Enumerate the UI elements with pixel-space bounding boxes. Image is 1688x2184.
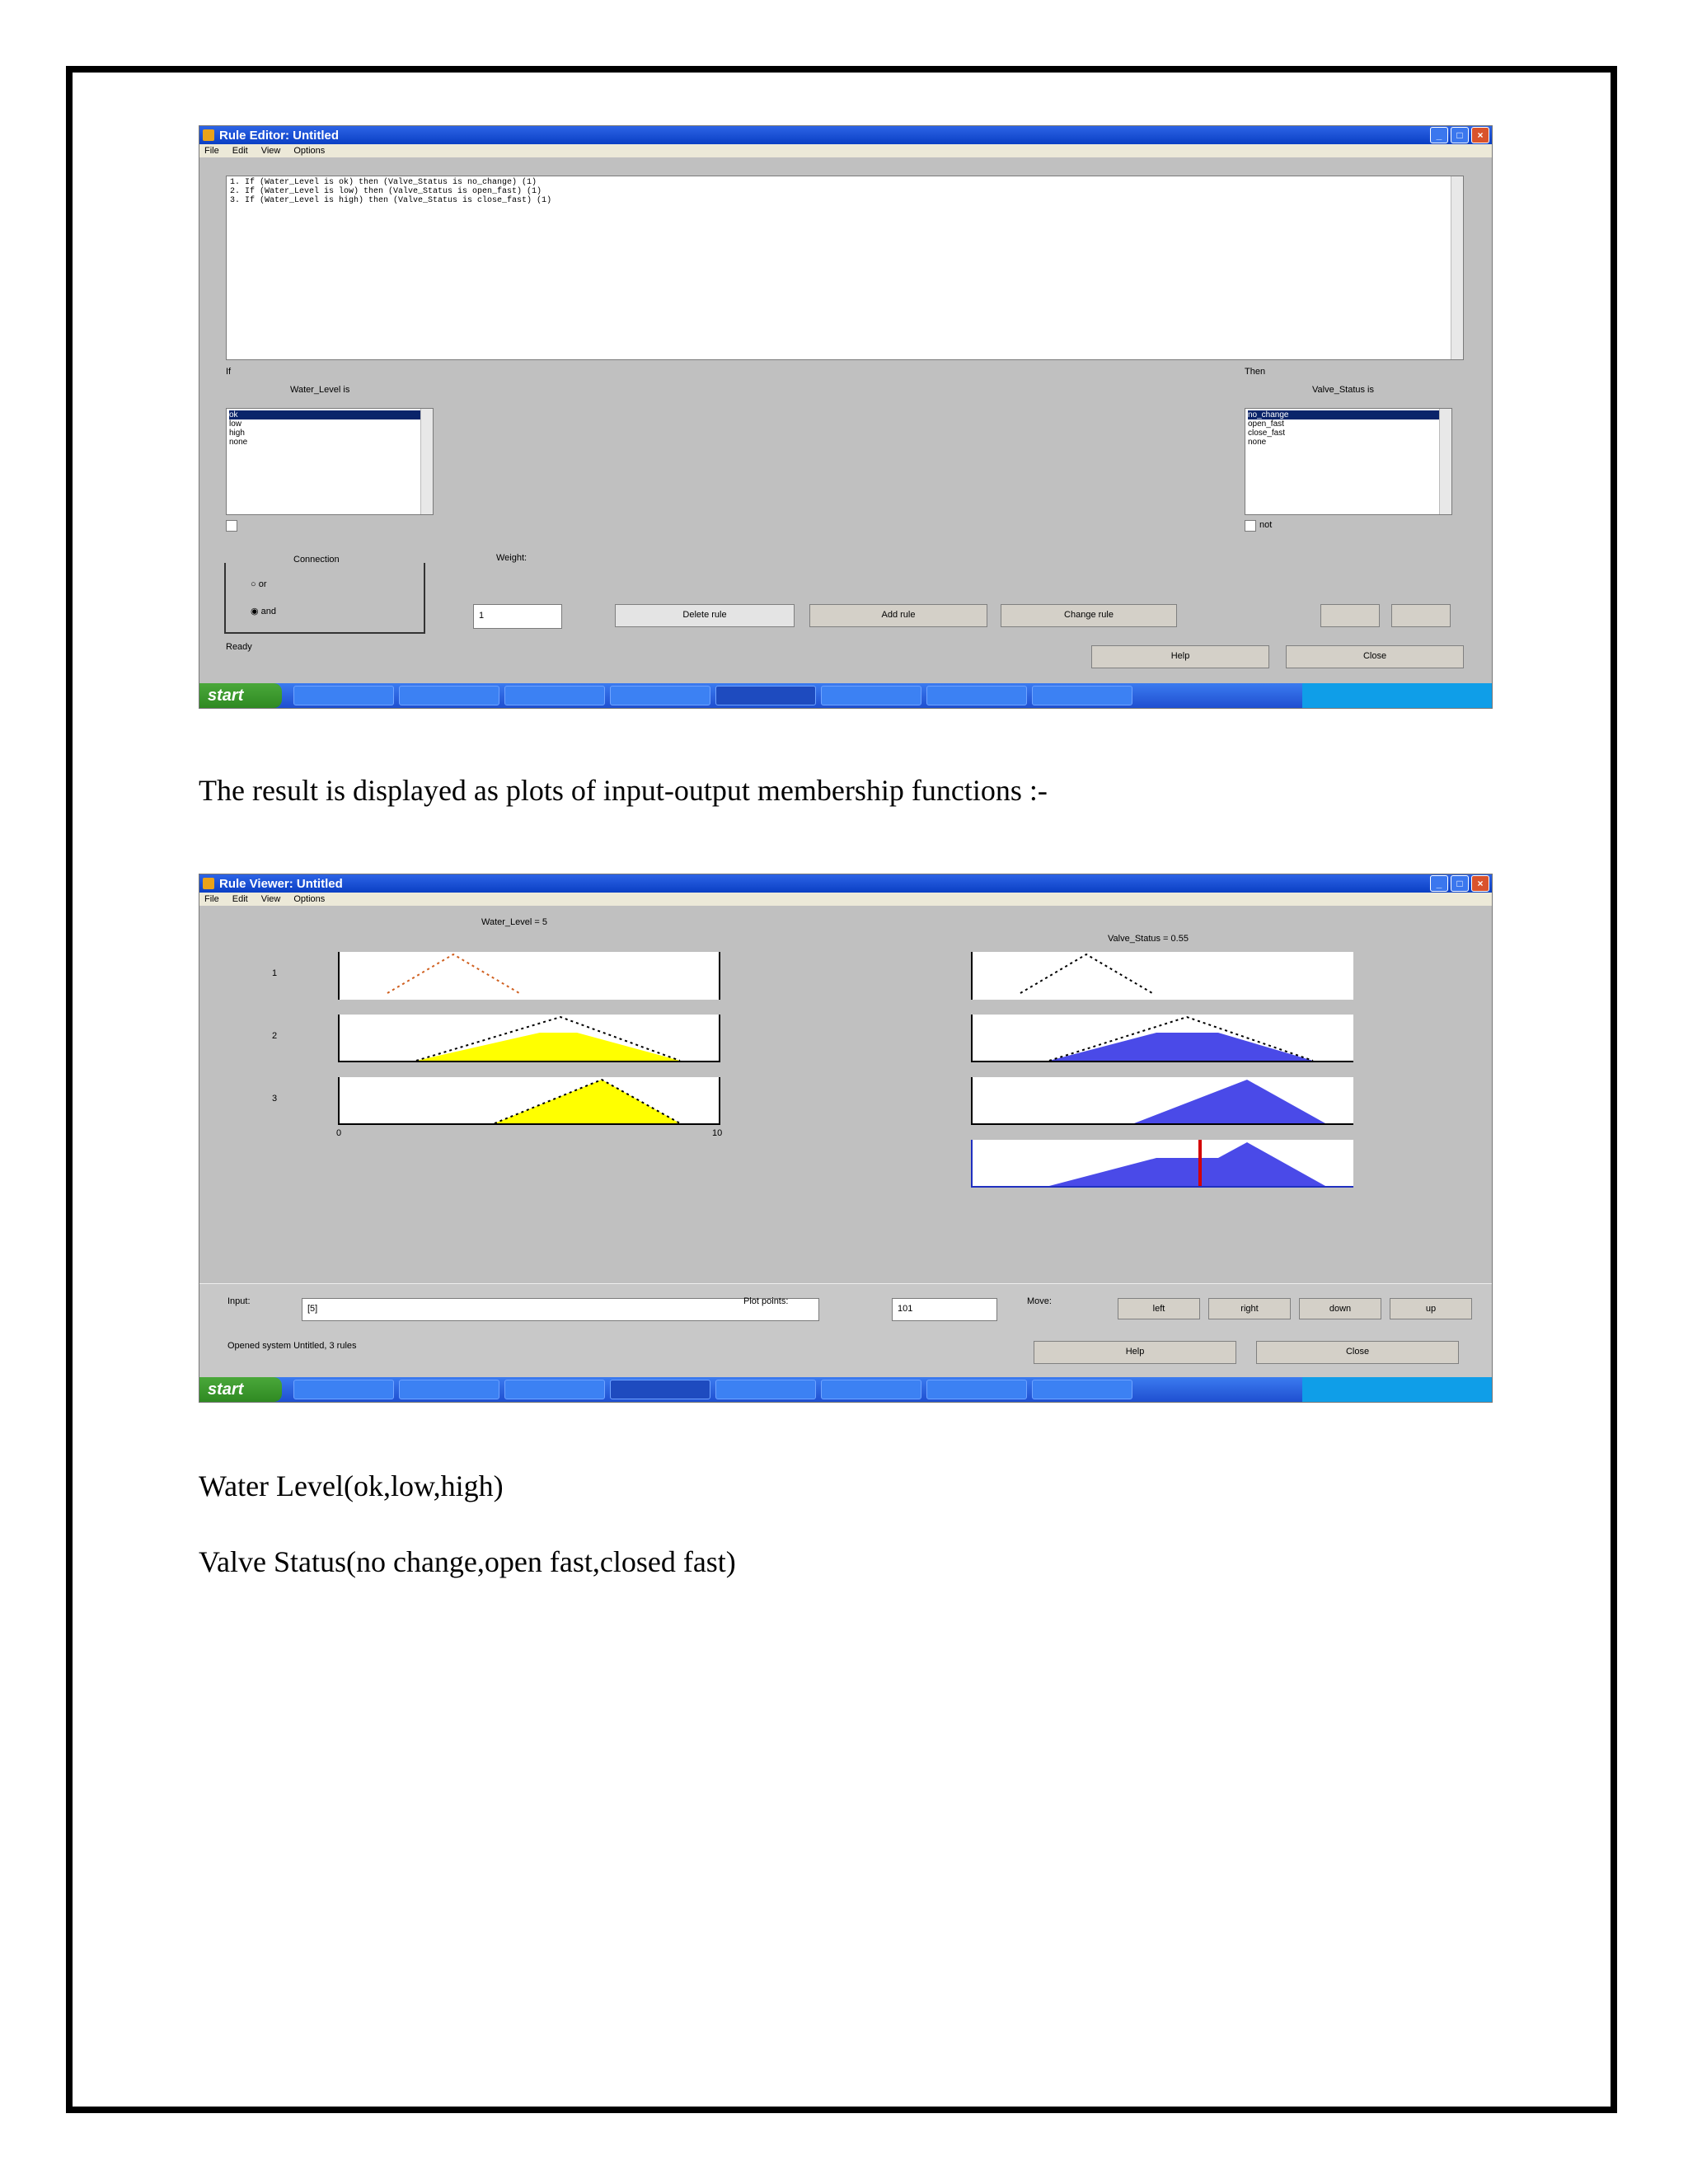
rule-editor-window: [199, 125, 1493, 709]
taskbar-item[interactable]: [715, 686, 816, 705]
connection-label: Connection: [290, 555, 343, 565]
add-rule-button[interactable]: Add rule: [809, 604, 987, 627]
input-vector-field[interactable]: [302, 1298, 819, 1321]
rule-number: 2: [272, 1031, 278, 1041]
minimize-button[interactable]: _: [1430, 875, 1448, 892]
list-item[interactable]: high: [229, 429, 245, 438]
taskbar-item[interactable]: [504, 1380, 605, 1399]
menu-bar: [199, 144, 1492, 157]
list-item[interactable]: low: [229, 419, 242, 429]
input-label: Input:: [227, 1296, 251, 1306]
or-radio[interactable]: ○ or: [251, 579, 267, 589]
list-item[interactable]: open_fast: [1248, 419, 1284, 429]
taskbar-item[interactable]: [1032, 686, 1132, 705]
caption-result: The result is displayed as plots of input-output membership functions :-: [199, 774, 1048, 807]
weight-value: 1: [479, 611, 485, 621]
start-button[interactable]: start: [199, 683, 282, 708]
taskbar-item[interactable]: [610, 686, 710, 705]
taskbar-item[interactable]: [821, 686, 921, 705]
rule-line[interactable]: 1. If (Water_Level is ok) then (Valve_Status is no_change) (1): [230, 178, 537, 187]
menu-options[interactable]: Options: [293, 894, 326, 904]
list-item[interactable]: none: [1248, 438, 1267, 447]
list-item[interactable]: no_change: [1248, 410, 1449, 419]
title-bar: [199, 874, 1492, 893]
status-text: Opened system Untitled, 3 rules: [227, 1341, 357, 1351]
input-list-scrollbar[interactable]: [420, 409, 433, 514]
close-window-button[interactable]: ×: [1471, 875, 1489, 892]
plot-canvas: [971, 952, 1353, 1000]
taskbar-item[interactable]: [399, 1380, 499, 1399]
taskbar-item[interactable]: [715, 1380, 816, 1399]
aggregated-output-plot: [971, 1140, 1353, 1188]
taskbar-item[interactable]: [293, 686, 394, 705]
input-vector-value: [5]: [307, 1304, 318, 1314]
delete-rule-button[interactable]: Delete rule: [615, 604, 795, 627]
output-plot-title: Valve_Status = 0.55: [1108, 934, 1189, 944]
rules-scrollbar[interactable]: [1451, 176, 1463, 359]
maximize-button[interactable]: □: [1451, 875, 1469, 892]
output-list-scrollbar[interactable]: [1439, 409, 1451, 514]
window-title: Rule Viewer: Untitled: [219, 876, 343, 891]
rules-list[interactable]: [226, 176, 1464, 360]
input-plot-title: Water_Level = 5: [481, 917, 547, 927]
valve-status-line: Valve Status(no change,open fast,closed fast): [199, 1545, 736, 1578]
plot-canvas: [338, 1015, 720, 1062]
menu-edit[interactable]: Edit: [232, 894, 248, 904]
list-item[interactable]: none: [229, 438, 248, 447]
plot-canvas: [338, 1077, 720, 1125]
maximize-button[interactable]: □: [1451, 127, 1469, 143]
connection-group: [224, 563, 425, 634]
matlab-icon: [203, 878, 214, 889]
move-label: Move:: [1027, 1296, 1052, 1306]
nav-prev-button[interactable]: [1320, 604, 1380, 627]
output-mf-plot-3: [971, 1077, 1353, 1125]
status-text: Ready: [226, 642, 252, 652]
taskbar-item[interactable]: [399, 686, 499, 705]
list-item[interactable]: ok: [229, 410, 430, 419]
menu-view[interactable]: View: [260, 146, 281, 156]
menu-file[interactable]: File: [204, 894, 219, 904]
move-up-button[interactable]: up: [1390, 1298, 1472, 1319]
water-level-line: Water Level(ok,low,high): [199, 1469, 504, 1502]
rule-number: 3: [272, 1094, 278, 1104]
input-mf-plot-2: [338, 1015, 720, 1062]
taskbar-item[interactable]: [926, 1380, 1027, 1399]
title-bar: [199, 126, 1492, 144]
plot-canvas: [971, 1015, 1353, 1062]
if-label: If: [226, 367, 232, 377]
input-not-checkbox[interactable]: [226, 520, 237, 532]
menu-edit[interactable]: Edit: [232, 146, 248, 156]
output-variable-label: Valve_Status is: [1312, 385, 1375, 395]
system-tray: [1302, 1377, 1492, 1402]
matlab-icon: [203, 129, 214, 141]
output-not-checkbox[interactable]: [1245, 520, 1256, 532]
input-mf-list[interactable]: [226, 408, 434, 515]
output-mf-plot-2: [971, 1015, 1353, 1062]
or-label: or: [258, 579, 267, 589]
not-label: not: [1259, 520, 1273, 530]
menu-options[interactable]: Options: [293, 146, 326, 156]
input-variable-label: Water_Level is: [290, 385, 350, 395]
plot-canvas: [338, 952, 720, 1000]
input-mf-plot-3: [338, 1077, 720, 1125]
help-button[interactable]: Help: [1034, 1341, 1236, 1364]
taskbar: [199, 1377, 1492, 1402]
menu-bar: [199, 893, 1492, 906]
rule-line[interactable]: 2. If (Water_Level is low) then (Valve_Status is open_fast) (1): [230, 187, 542, 196]
window-title: Rule Editor: Untitled: [219, 128, 339, 143]
taskbar-item[interactable]: [821, 1380, 921, 1399]
change-rule-button[interactable]: Change rule: [1001, 604, 1177, 627]
taskbar-item[interactable]: [293, 1380, 394, 1399]
taskbar: [199, 683, 1492, 708]
plot-points-value: 101: [898, 1304, 913, 1314]
taskbar-item[interactable]: [610, 1380, 710, 1399]
menu-view[interactable]: View: [260, 894, 281, 904]
weight-input[interactable]: [473, 604, 562, 629]
minimize-button[interactable]: _: [1430, 127, 1448, 143]
plot-canvas: [971, 1140, 1353, 1188]
output-mf-plot-1: [971, 952, 1353, 1000]
input-mf-plot-1: [338, 952, 720, 1000]
taskbar-item[interactable]: [1032, 1380, 1132, 1399]
then-label: Then: [1245, 367, 1266, 377]
output-mf-list[interactable]: [1245, 408, 1452, 515]
system-tray: [1302, 683, 1492, 708]
menu-file[interactable]: File: [204, 146, 219, 156]
start-button[interactable]: start: [199, 1377, 282, 1402]
plot-canvas: [971, 1077, 1353, 1125]
move-down-button[interactable]: down: [1299, 1298, 1381, 1319]
plot-points-label: Plot points:: [743, 1296, 789, 1306]
nav-next-button[interactable]: [1391, 604, 1451, 627]
x-axis-min: 0: [336, 1128, 342, 1138]
and-label: and: [260, 607, 277, 616]
taskbar-item[interactable]: [504, 686, 605, 705]
rule-number: 1: [272, 968, 278, 978]
rule-viewer-window: [199, 874, 1493, 1403]
close-button[interactable]: Close: [1256, 1341, 1459, 1364]
help-button[interactable]: Help: [1091, 645, 1269, 668]
close-window-button[interactable]: ×: [1471, 127, 1489, 143]
rule-line[interactable]: 3. If (Water_Level is high) then (Valve_Status is close_fast) (1): [230, 196, 552, 205]
move-left-button[interactable]: left: [1118, 1298, 1200, 1319]
and-radio[interactable]: ◉ and: [251, 607, 277, 616]
x-axis-max: 10: [712, 1128, 723, 1138]
taskbar-item[interactable]: [926, 686, 1027, 705]
move-right-button[interactable]: right: [1208, 1298, 1291, 1319]
plot-points-field[interactable]: [892, 1298, 997, 1321]
close-button[interactable]: Close: [1286, 645, 1464, 668]
list-item[interactable]: close_fast: [1248, 429, 1286, 438]
weight-label: Weight:: [496, 553, 528, 563]
